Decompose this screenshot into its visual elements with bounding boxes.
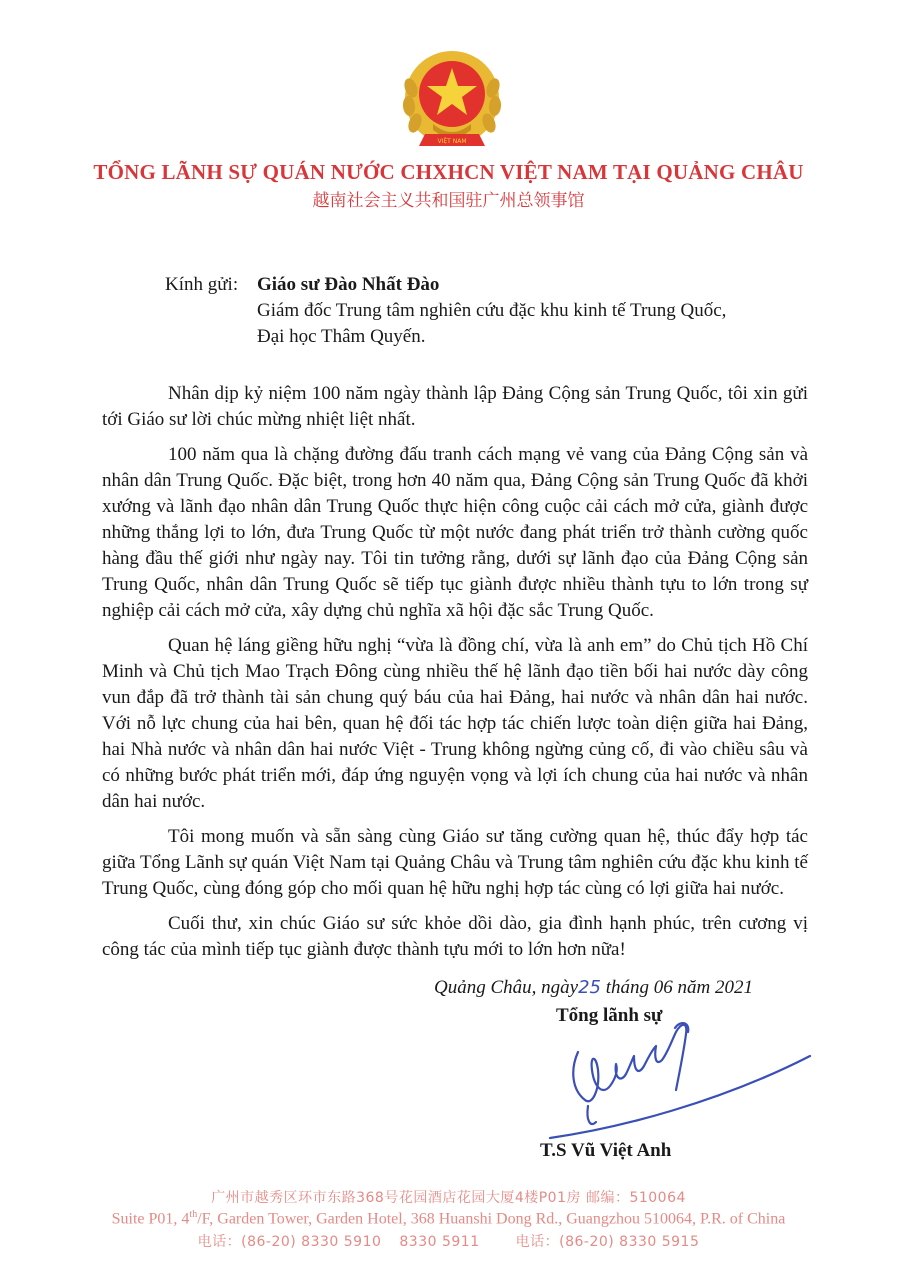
national-emblem-icon bbox=[397, 48, 507, 158]
signer-name: T.S Vũ Việt Anh bbox=[540, 1140, 672, 1161]
signer-title: Tổng lãnh sự bbox=[556, 1005, 663, 1026]
date-day: 25 bbox=[578, 977, 601, 998]
phone-number-1: (86-20) 8330 5910 bbox=[241, 1234, 382, 1250]
date-suffix: tháng 06 năm 2021 bbox=[605, 977, 753, 998]
paragraph-4: Tôi mong muốn và sẵn sàng cùng Giáo sư tăng cường quan hệ, thúc đẩy hợp tác giữa Tổng Lãnh sự quán Việt Nam tại Quảng Châu và Trung tâm nghiên cứu đặc khu kinh tế Trung Quốc, cùng đóng góp cho mối quan hệ hữu nghị hợp tác cùng có lợi giữa hai nước. bbox=[102, 826, 808, 899]
embassy-title-vi: TỔNG LÃNH SỰ QUÁN NƯỚC CHXHCN VIỆT NAM TẠI QUẢNG CHÂU bbox=[93, 160, 804, 184]
footer-address-cn: 广州市越秀区环市东路368号花园酒店花园大厦4楼P01房 邮编：510064 bbox=[211, 1190, 686, 1206]
signature-icon bbox=[530, 1010, 820, 1150]
phone-label: 电话： bbox=[197, 1234, 242, 1250]
recipient-block bbox=[165, 272, 726, 350]
footer-address-en-sup: th bbox=[189, 1209, 198, 1220]
date-prefix: Quảng Châu, ngày bbox=[434, 977, 579, 998]
paragraph-5: Cuối thư, xin chúc Giáo sư sức khỏe dồi dào, gia đình hạnh phúc, trên cương vị công tác của mình tiếp tục giành được thành tựu mới to lớn hơn nữa! bbox=[102, 913, 808, 960]
footer-address-en bbox=[0, 1209, 897, 1228]
footer-address-en-pre: Suite P01, 4 bbox=[111, 1210, 190, 1228]
footer-address-en-post: /F, Garden Tower, Garden Hotel, 368 Huanshi Dong Rd., Guangzhou 510064, P.R. of China bbox=[197, 1210, 786, 1228]
paragraph-2: 100 năm qua là chặng đường đấu tranh cách mạng vẻ vang của Đảng Cộng sản và nhân dân Trung Quốc. Đặc biệt, trong hơn 40 năm qua, Đảng Cộng sản Trung Quốc đã khởi xướng và lãnh đạo nhân dân Trung Quốc thực hiện công cuộc cải cách mở cửa, giành được những thắng lợi to lớn, đưa Trung Quốc từ một nước đang phát triển trở thành cường quốc hàng đầu thế giới như ngày nay. Tôi tin tưởng rằng, dưới sự lãnh đạo của Đảng Cộng sản Trung Quốc, nhân dân Trung Quốc sẽ tiếp tục giành được nhiều thành tựu to lớn trong sự nghiệp cải cách mở cửa, xây dựng chủ nghĩa xã hội đặc sắc Trung Quốc. bbox=[102, 444, 808, 621]
footer-phone bbox=[0, 1231, 897, 1251]
recipient-name: Giáo sư Đào Nhất Đào bbox=[257, 274, 440, 295]
paragraph-1: Nhân dịp kỷ niệm 100 năm ngày thành lập Đảng Cộng sản Trung Quốc, tôi xin gửi tới Giáo sư lời chúc mừng nhiệt liệt nhất. bbox=[102, 383, 808, 430]
emblem-ribbon-text: VIỆT NAM bbox=[437, 138, 467, 145]
fax-number: (86-20) 8330 5915 bbox=[559, 1234, 700, 1250]
phone-number-2: 8330 5911 bbox=[399, 1234, 480, 1250]
fax-label: 电话： bbox=[515, 1234, 560, 1250]
embassy-title-cn: 越南社会主义共和国驻广州总领事馆 bbox=[312, 191, 585, 211]
paragraph-3: Quan hệ láng giềng hữu nghị “vừa là đồng chí, vừa là anh em” do Chủ tịch Hồ Chí Minh và Chủ tịch Mao Trạch Đông cùng nhiều thế hệ lãnh đạo tiền bối hai nước dày công vun đắp đã trở thành tài sản chung quý báu của hai Đảng, hai nước và nhân dân hai nước. Với nỗ lực chung của hai bên, quan hệ đối tác hợp tác chiến lược toàn diện giữa hai Đảng, hai Nhà nước và nhân dân hai nước Việt - Trung không ngừng củng cố, đi vào chiều sâu và có những bước phát triển mới, đáp ứng nguyện vọng và lợi ích chung của hai nước và nhân dân hai nước. bbox=[102, 635, 808, 812]
recipient-institution: Đại học Thâm Quyến. bbox=[257, 326, 426, 347]
dateline bbox=[434, 977, 753, 999]
recipient-label: Kính gửi: bbox=[165, 274, 239, 295]
recipient-position: Giám đốc Trung tâm nghiên cứu đặc khu kinh tế Trung Quốc, bbox=[257, 300, 727, 321]
letter-body bbox=[102, 381, 808, 972]
